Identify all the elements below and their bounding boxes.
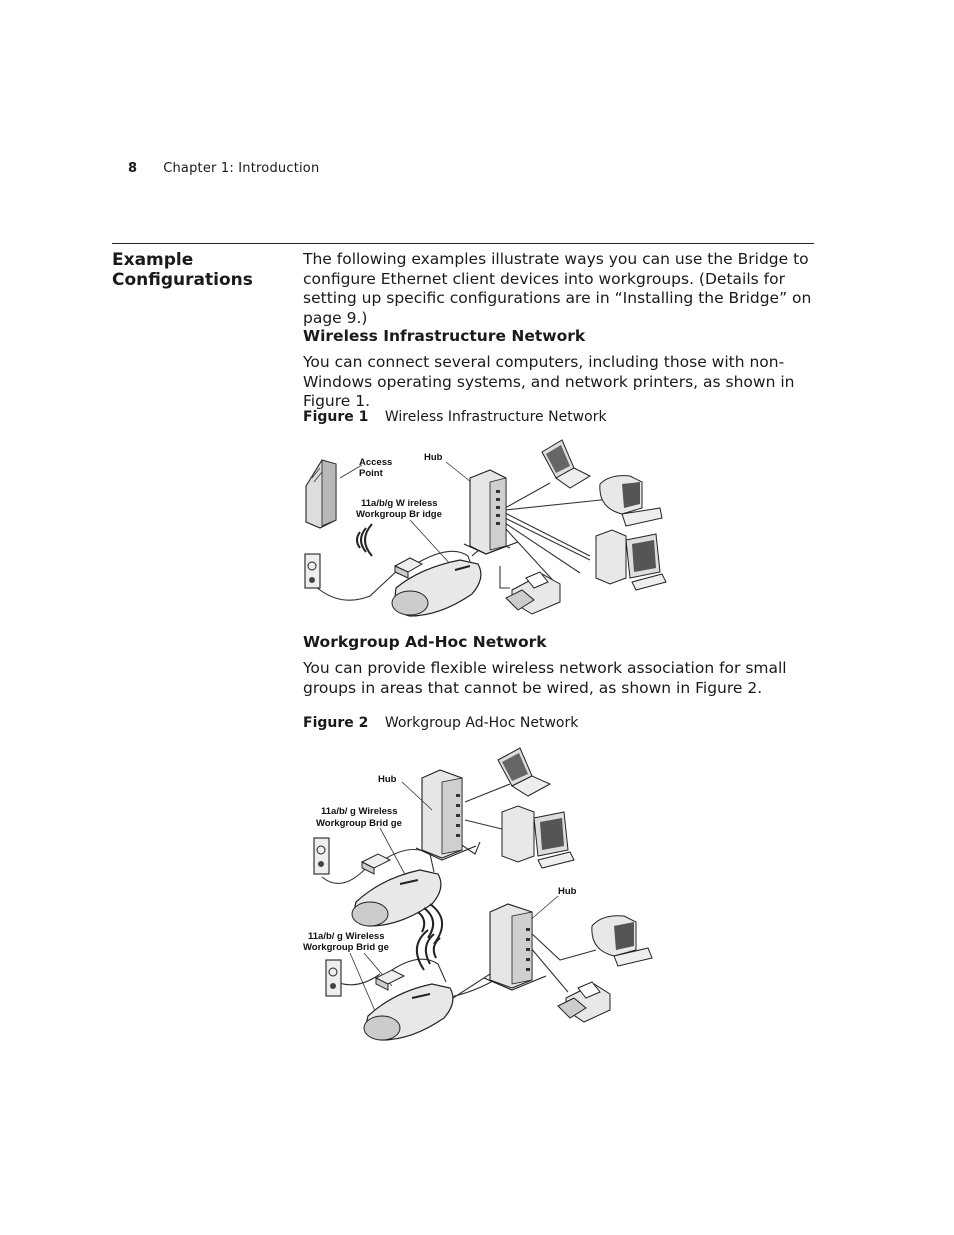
label-bridge-top-1: 11a/b/ g Wireless [321,806,398,817]
figure-2-label: Figure 2 [303,715,369,731]
adhoc-paragraph: You can provide flexible wireless network association for small groups in areas that cannot be wired, as shown in Figure 2. [303,659,787,697]
figure-2-diagram [300,742,660,1048]
hub-top-icon [416,770,476,860]
infra-paragraph: You can connect several computers, including those with non-Windows operating systems, and network printers, as shown in Figure 1. [303,353,795,410]
power-adapter-top-icon [362,854,390,874]
chapter-title: Chapter 1: Introduction [163,161,320,176]
label-hub-top: Hub [378,774,397,785]
label-access-point-1: Access [359,457,393,468]
adhoc-heading: Workgroup Ad-Hoc Network [303,633,547,651]
figure-2-title: Workgroup Ad-Hoc Network [384,715,579,731]
figure-1-title: Wireless Infrastructure Network [384,409,607,425]
wall-outlet-top-icon [314,838,329,874]
label-hub: Hub [424,452,443,463]
label-bridge-top-2: Workgroup Brid ge [316,818,402,829]
printer-icon [558,982,610,1022]
access-point-icon [306,460,336,528]
workgroup-bridge-top-icon [352,870,441,926]
page-number: 8 [128,161,138,176]
section-title: Example Configurations [112,250,253,290]
label-hub-bottom: Hub [558,886,577,897]
section-rule [112,243,814,244]
printer-icon [506,572,560,614]
hub-bottom-icon [484,904,546,990]
label-bridge-bottom-2: Workgroup Brid ge [303,942,389,953]
desktop-computer-icon [502,806,574,868]
figure-2-caption [303,715,578,731]
label-bridge-1: 11a/b/g W ireless [361,498,438,509]
figure-1-label: Figure 1 [303,409,369,425]
wall-outlet-icon [305,554,320,588]
hub-icon [464,470,518,554]
figure-1-caption [303,409,607,425]
figure-1-diagram [300,438,680,620]
laptop-icon [542,440,590,488]
workgroup-bridge-bottom-icon [364,984,453,1040]
label-bridge-2: Workgroup Br idge [356,509,442,520]
monitor-icon [600,476,662,526]
intro-paragraph: The following examples illustrate ways you can use the Bridge to configure Ethernet client devices into workgroups. (Details for setting up specific configurations are in “Installing the Bridge” on page 9.) [303,250,812,327]
monitor-icon [592,916,652,966]
laptop-icon [498,748,550,796]
wall-outlet-bottom-icon [326,960,341,996]
desktop-computer-icon [596,530,666,590]
infra-heading: Wireless Infrastructure Network [303,327,586,345]
label-bridge-bottom-1: 11a/b/ g Wireless [308,931,385,942]
wireless-signal-icon [357,524,372,556]
running-head [128,161,319,176]
power-adapter-bottom-icon [376,970,404,990]
label-access-point-2: Point [359,468,383,479]
